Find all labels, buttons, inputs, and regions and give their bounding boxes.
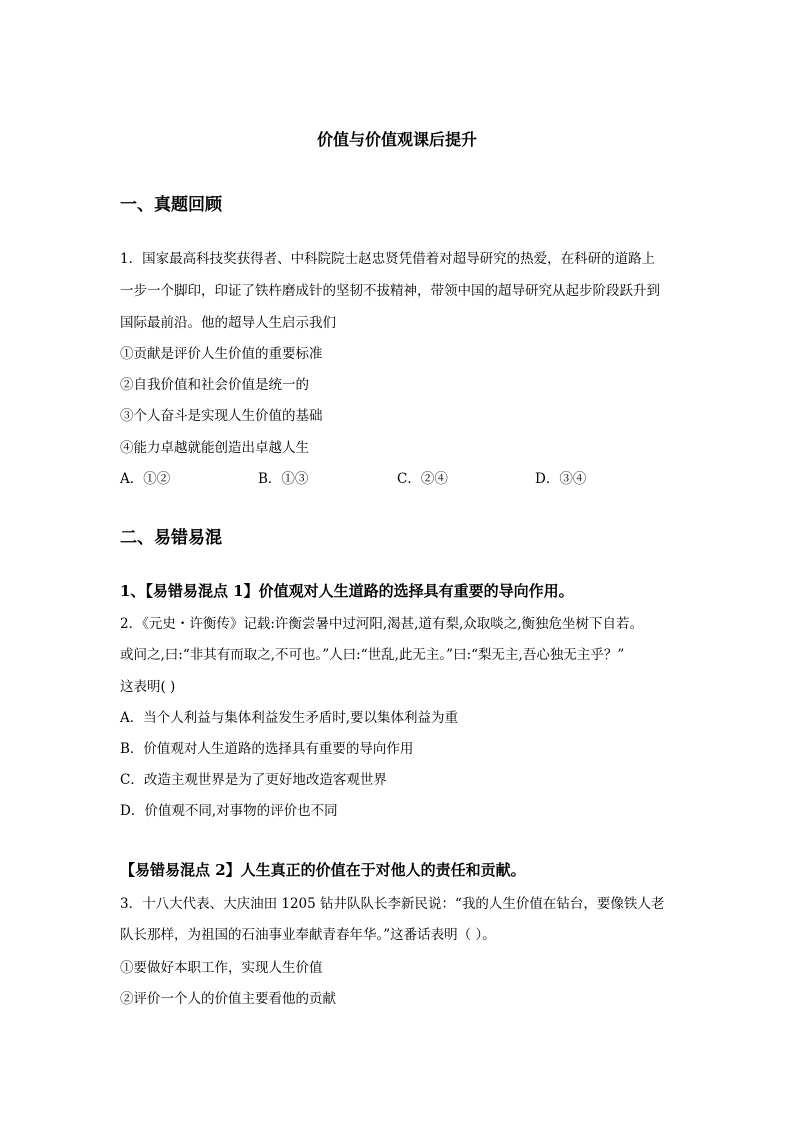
question-2-line: 2．《元史・许衡传》记载:许衡尝暑中过河阳,渴甚,道有梨,众取啖之,衡独危坐树下自若。 [120, 616, 644, 632]
option-d: D．③④ [535, 471, 587, 487]
statement-item: ①贡献是评价人生价值的重要标准 [120, 346, 323, 362]
option-a: A．当个人利益与集体利益发生矛盾时,要以集体利益为重 [120, 710, 459, 726]
question-1-line: 一步一个脚印，印证了铁杵磨成针的坚韧不拔精神，带领中国的超导研究从起步阶段跃升到 [120, 283, 660, 299]
section-heading-review: 一、真题回顾 [120, 195, 222, 215]
question-1-line: 1．国家最高科技奖获得者、中科院院士赵忠贤凭借着对超导研究的热爱，在科研的道路上 [120, 251, 656, 267]
statement-item: ④能力卓越就能创造出卓越人生 [120, 440, 309, 456]
option-c: C．改造主观世界是为了更好地改造客观世界 [120, 772, 387, 788]
mistake-point-2: 【易错易混点 2】人生真正的价值在于对他人的责任和贡献。 [120, 861, 526, 879]
section-heading-mistakes: 二、易错易混 [120, 528, 222, 548]
question-2-line: 或问之,曰:“非其有而取之,不可也。”人曰:“世乱,此无主。”曰:“梨无主,吾心独无主乎？” [120, 647, 625, 663]
question-3-line: 队长那样，为祖国的石油事业奉献青春年华。”这番话表明（ ）。 [120, 927, 496, 943]
question-2-line: 这表明( ) [120, 679, 176, 695]
option-c: C．②④ [397, 471, 448, 487]
option-b: B．①③ [258, 471, 309, 487]
statement-item: ①要做好本职工作，实现人生价值 [120, 960, 323, 976]
question-1-line: 国际最前沿。他的超导人生启示我们 [120, 315, 336, 331]
mistake-point-1: 1、【易错易混点 1】价值观对人生道路的选择具有重要的导向作用。 [120, 582, 574, 600]
statement-item: ②评价一个人的价值主要看他的贡献 [120, 991, 336, 1007]
option-d: D．价值观不同,对事物的评价也不同 [120, 803, 338, 819]
option-a: A．①② [120, 471, 171, 487]
page-title: 价值与价值观课后提升 [316, 130, 477, 149]
statement-item: ③个人奋斗是实现人生价值的基础 [120, 408, 323, 424]
question-3-line: 3．十八大代表、大庆油田 1205 钻井队队长李新民说：“我的人生价值在钻台，要像铁人老 [120, 896, 665, 912]
statement-item: ②自我价值和社会价值是统一的 [120, 377, 309, 393]
option-b: B．价值观对人生道路的选择具有重要的导向作用 [120, 741, 414, 757]
